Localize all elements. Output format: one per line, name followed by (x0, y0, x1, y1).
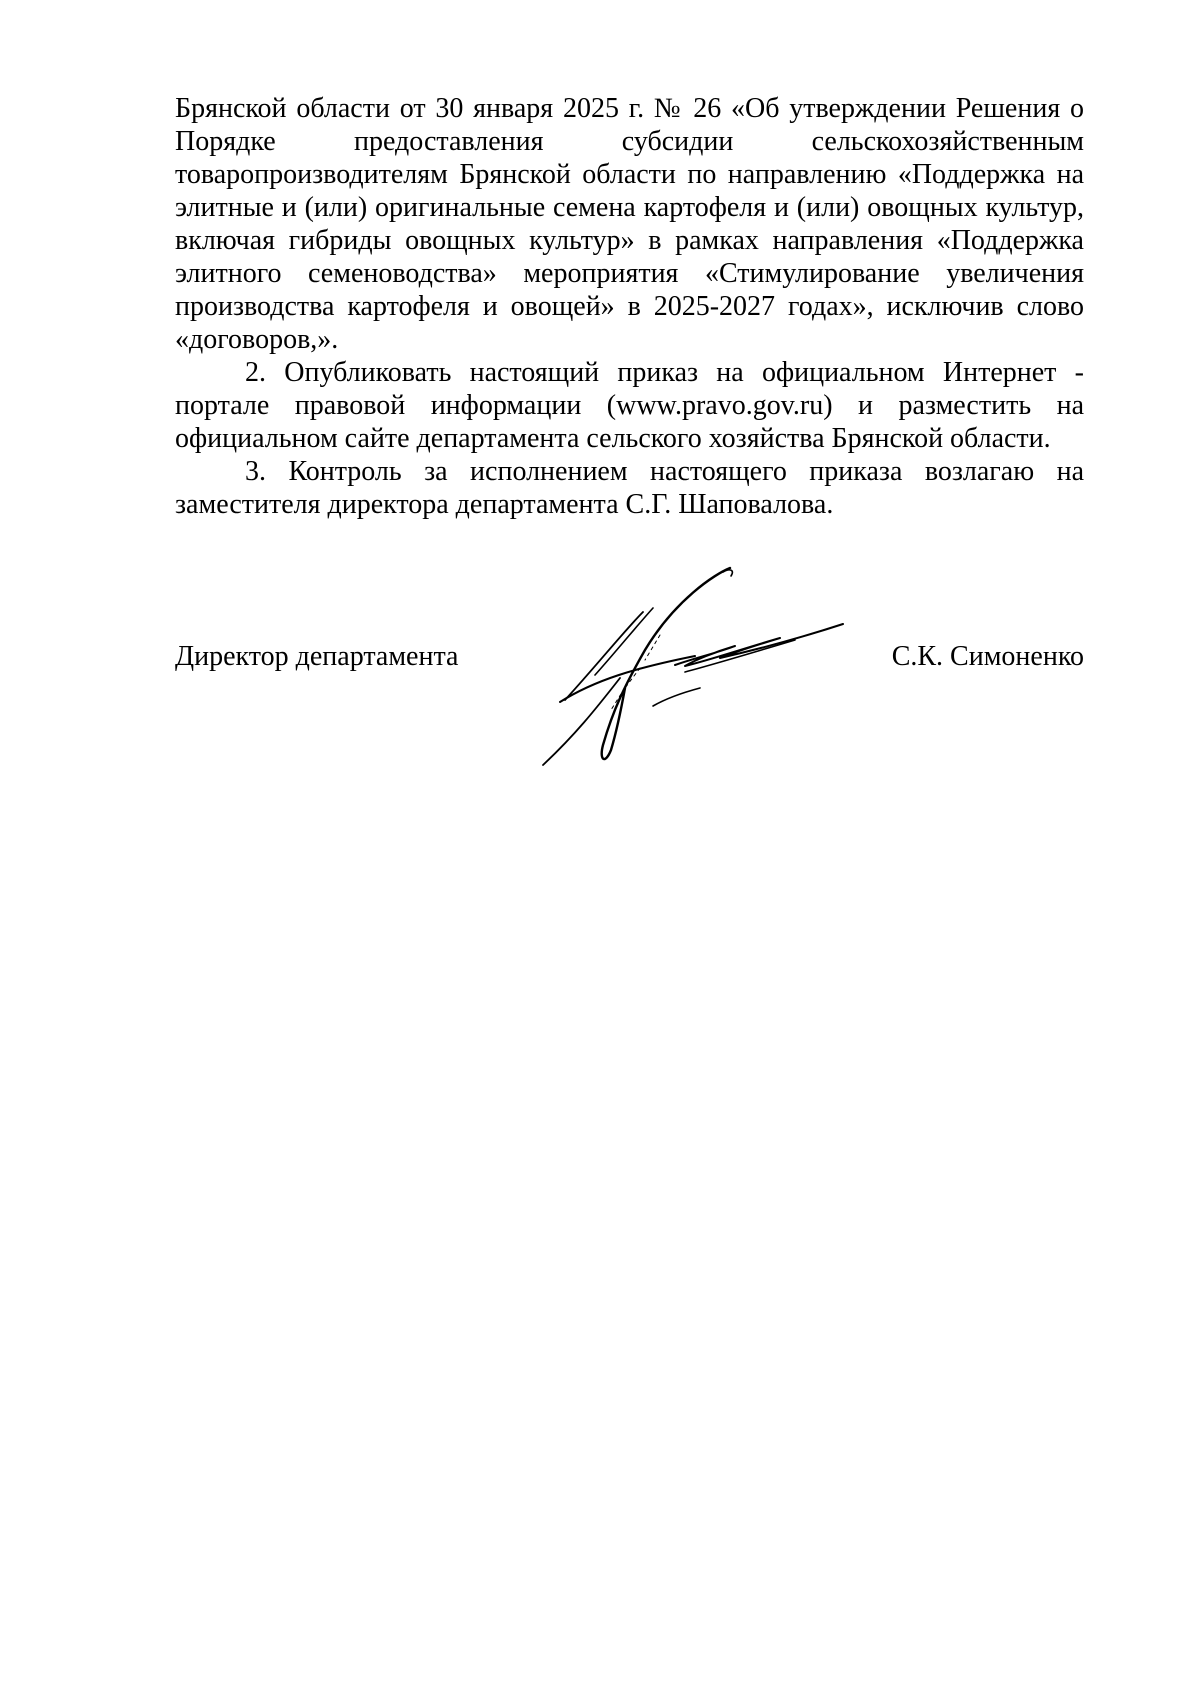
document-body (175, 92, 1084, 521)
handwritten-signature-image (525, 560, 865, 780)
signer-position: Директор департамента (175, 641, 459, 672)
paragraph-1-continuation: Брянской области от 30 января 2025 г. № 26 «Об утверждении Решения о Порядке предоставления субсидии сельскохозяйственным товаропроизводителям Брянской области по направлению «Поддержка на элитные и (или) оригинальные семена картофеля и (или) овощных культур, включая гибриды овощных культур» в рамках направления «Поддержка элитного семеноводства» мероприятия «Стимулирование увеличения производства картофеля и овощей» в 2025-2027 годах», исключив слово «договоров,». (175, 93, 1084, 355)
signer-name: С.К. Симоненко (891, 641, 1084, 672)
paragraph-2-publish: 2. Опубликовать настоящий приказ на официальном Интернет - портале правовой информации (www.pravo.gov.ru) и разместить на официальном сайте департамента сельского хозяйства Брянской области. (175, 357, 1084, 454)
paragraph-3-control: 3. Контроль за исполнением настоящего приказа возлагаю на заместителя директора департамента С.Г. Шаповалова. (175, 456, 1084, 520)
